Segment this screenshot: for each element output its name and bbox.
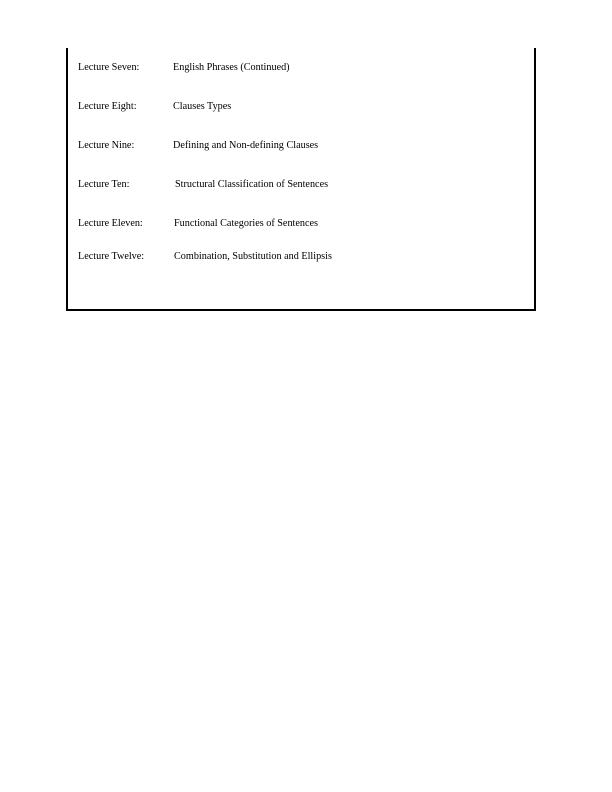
lecture-list-box xyxy=(66,48,536,311)
lecture-title: Structural Classification of Sentences xyxy=(175,179,329,190)
lecture-label: Lecture Eleven: xyxy=(78,218,143,229)
lecture-title: Combination, Substitution and Ellipsis xyxy=(174,251,332,262)
lecture-label: Lecture Twelve: xyxy=(78,251,145,262)
lecture-title: Defining and Non-defining Clauses xyxy=(173,140,319,151)
lecture-title: English Phrases (Continued) xyxy=(173,62,290,73)
lecture-label: Lecture Seven: xyxy=(78,62,140,73)
lecture-title: Functional Categories of Sentences xyxy=(174,218,319,229)
lecture-label: Lecture Eight: xyxy=(78,101,137,112)
lecture-title: Clauses Types xyxy=(173,101,232,112)
lecture-label: Lecture Ten: xyxy=(78,179,130,190)
lecture-label: Lecture Nine: xyxy=(78,140,135,151)
